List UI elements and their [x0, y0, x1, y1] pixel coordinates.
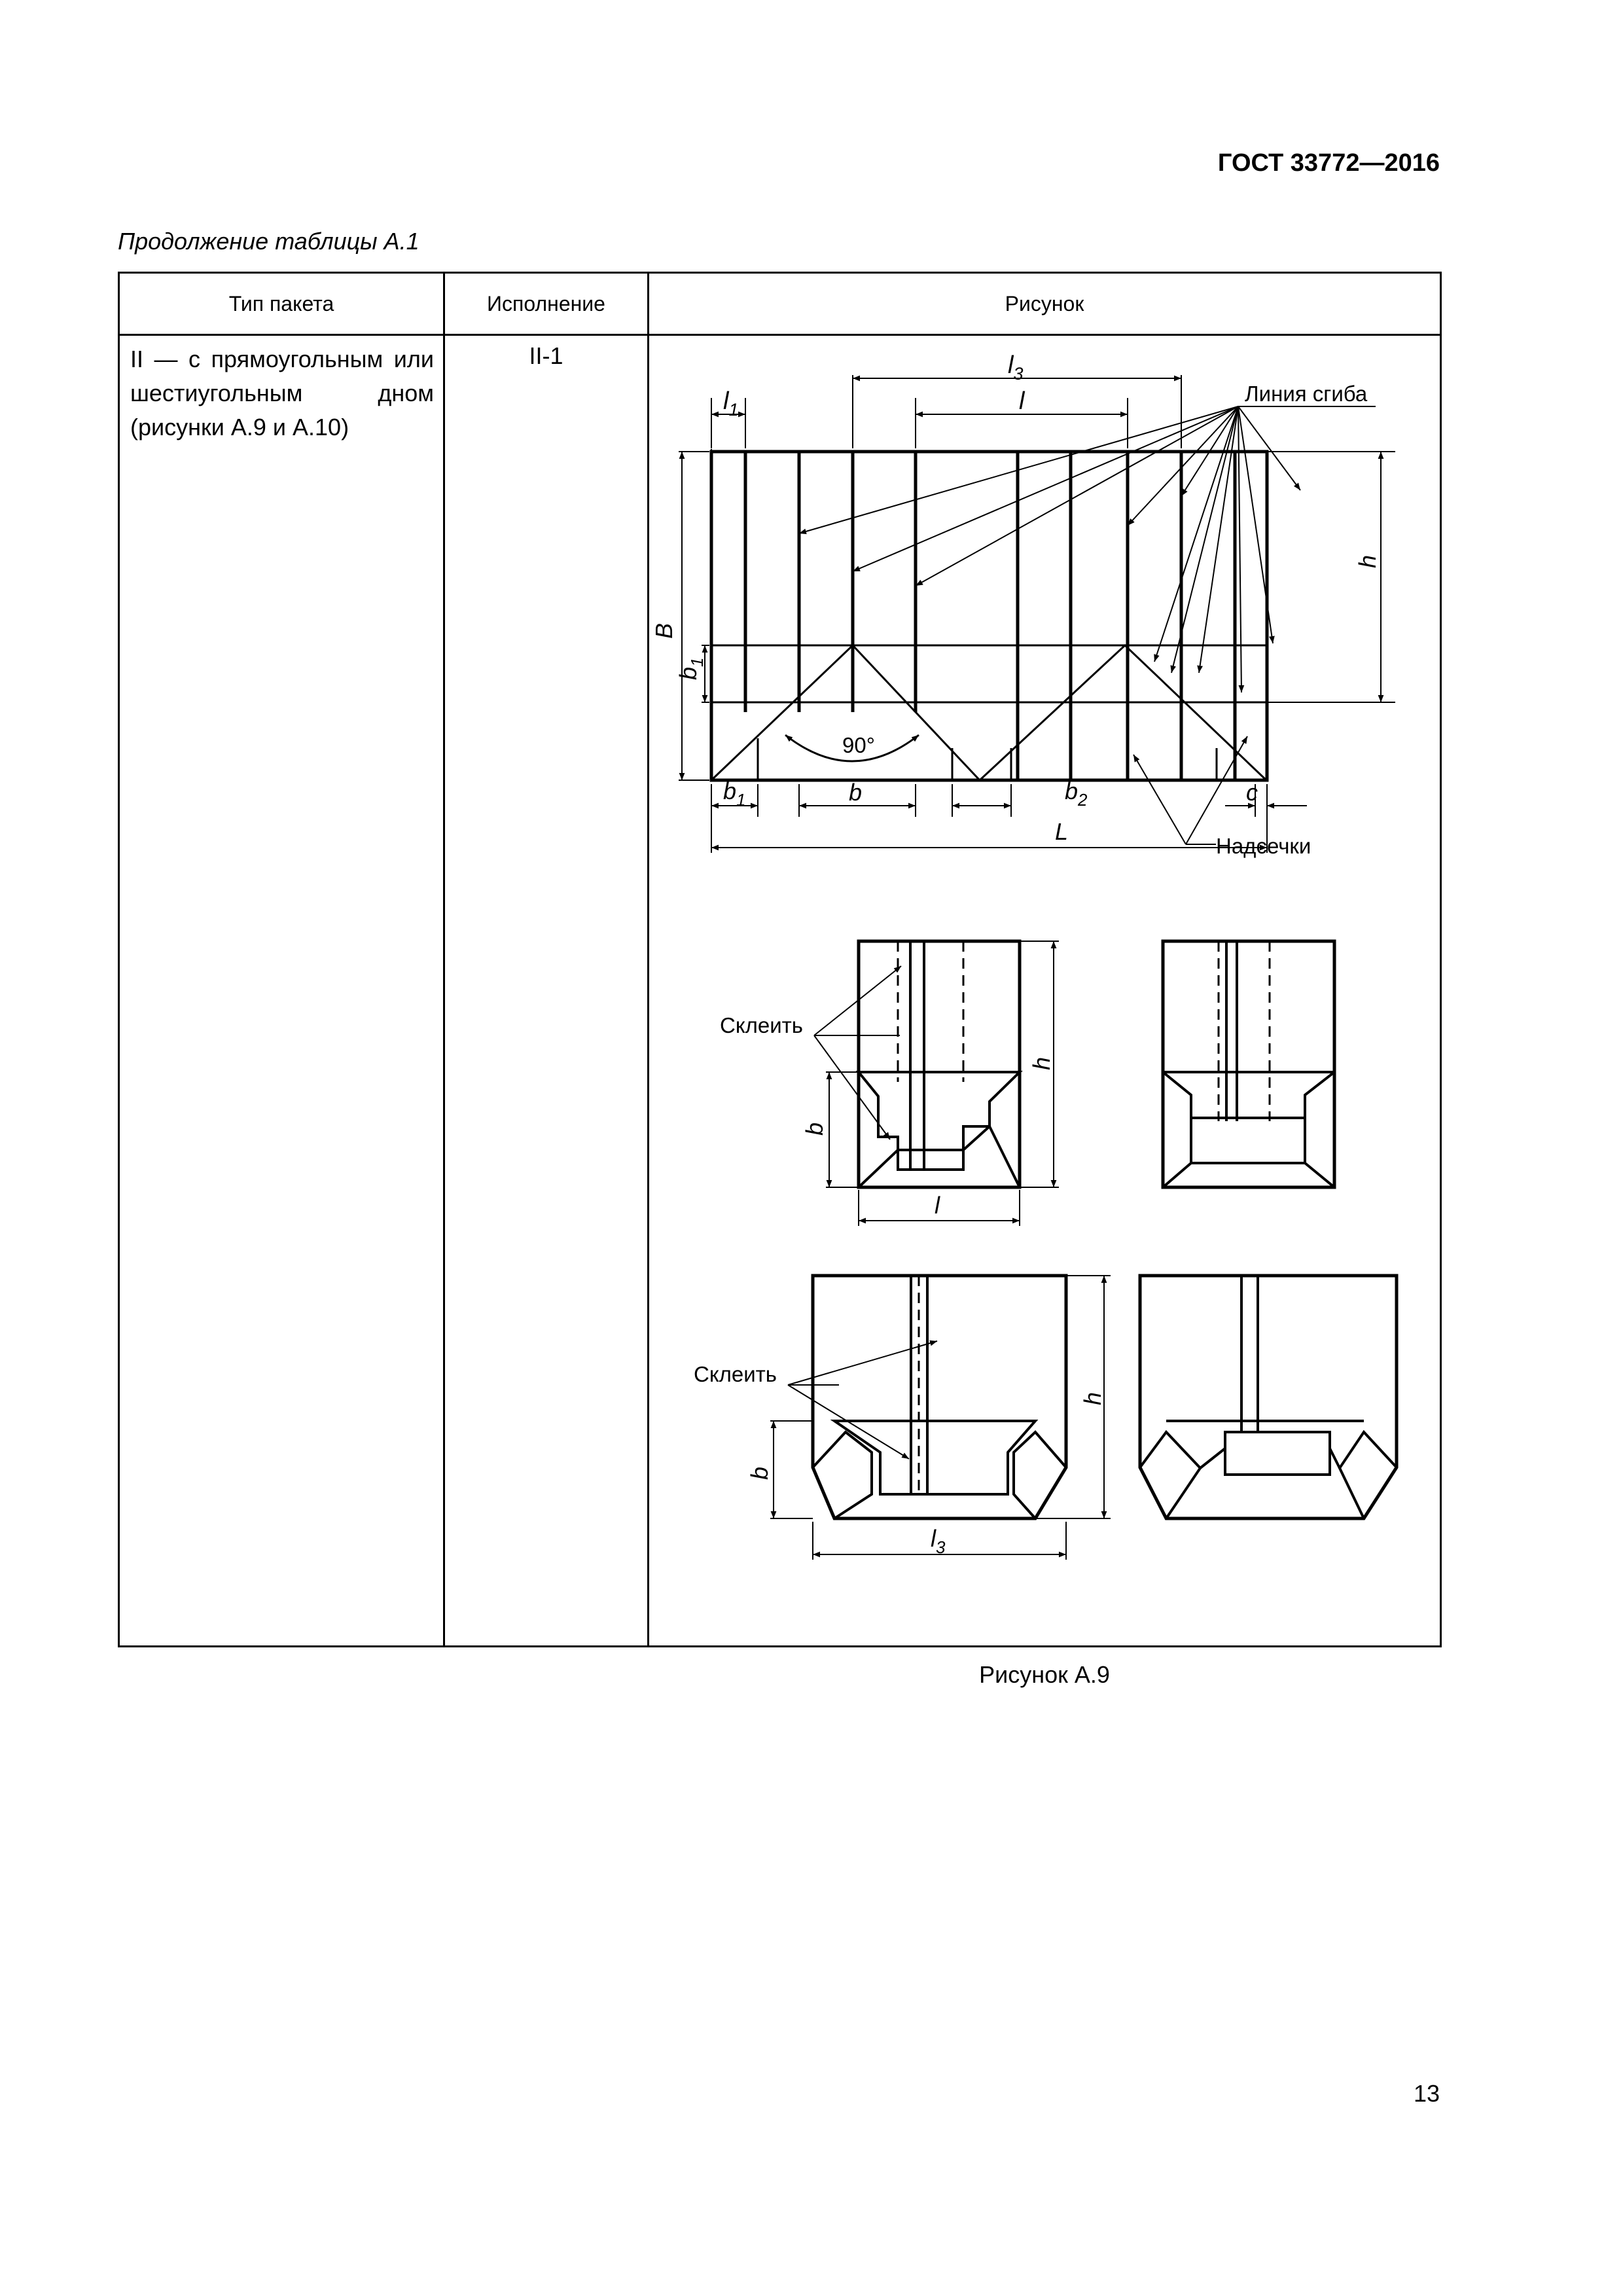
folded-view-front-2	[813, 1276, 1066, 1518]
dim-h-bottom-view: h	[1079, 1391, 1106, 1405]
folded-view-back-2	[1140, 1276, 1397, 1518]
dim-l-top: l	[1019, 387, 1025, 415]
dim-b2: $b_2$	[1065, 778, 1088, 810]
top-dimensions	[711, 375, 1181, 452]
middle-dimensions	[814, 941, 1059, 1226]
blank-outline	[711, 452, 1267, 780]
dim-c: c	[1246, 779, 1258, 806]
fold-line-label: Линия сгиба	[1245, 382, 1368, 406]
dim-b-bottom: b	[849, 779, 863, 806]
notches-label: Надсечки	[1216, 834, 1311, 858]
dim-b1-left: $b_1$	[675, 657, 707, 680]
dim-b-bottom-view: b	[746, 1466, 773, 1480]
fold-line-callout-arrows	[799, 406, 1376, 692]
table-caption: Продолжение таблицы А.1	[118, 228, 419, 255]
folded-view-front-1	[859, 941, 1020, 1187]
dim-h-top: h	[1354, 554, 1381, 568]
table-row	[119, 335, 1441, 1647]
column-header-figure: Рисунок	[649, 273, 1441, 335]
classification-table	[118, 272, 1442, 1688]
bottom-fold-diagonals	[711, 645, 1266, 780]
dim-b1-bottom: $b_1$	[723, 778, 746, 810]
folded-view-back-1	[1163, 941, 1334, 1187]
technical-drawing	[649, 336, 1440, 1648]
blank-drawing	[711, 452, 1267, 780]
figure-cell	[649, 335, 1441, 1688]
table-header-row	[119, 273, 1441, 335]
dim-l3-bottom-view: $l_3$	[931, 1525, 946, 1557]
right-dimension-h	[1267, 452, 1395, 702]
package-type-cell: II — с прямоугольным или шестиугольным дном (рисунки А.9 и А.10)	[119, 335, 444, 1647]
execution-cell: II-1	[444, 335, 649, 1647]
figure-caption: Рисунок А.9	[979, 1661, 1110, 1688]
standard-number: ГОСТ 33772—2016	[1217, 149, 1440, 177]
dim-b-mid: b	[801, 1122, 828, 1136]
dim-L: L	[1055, 818, 1069, 845]
dim-B: B	[651, 622, 677, 639]
glue-label-2: Склеить	[694, 1362, 777, 1386]
glue-label-1: Склеить	[720, 1013, 803, 1037]
column-header-type: Тип пакета	[119, 273, 444, 335]
fold-lines-vertical	[745, 452, 1235, 780]
dim-l3-top: $l_3$	[1008, 351, 1024, 384]
column-header-execution: Исполнение	[444, 273, 649, 335]
left-dimensions	[679, 452, 709, 780]
page-number: 13	[1413, 2080, 1440, 2107]
dim-l1-top: $l_1$	[723, 387, 739, 420]
notches-callout-arrows	[1133, 736, 1247, 844]
dim-l-mid: l	[935, 1192, 940, 1219]
dim-h-mid: h	[1028, 1056, 1055, 1070]
angle-label: 90°	[842, 733, 875, 757]
